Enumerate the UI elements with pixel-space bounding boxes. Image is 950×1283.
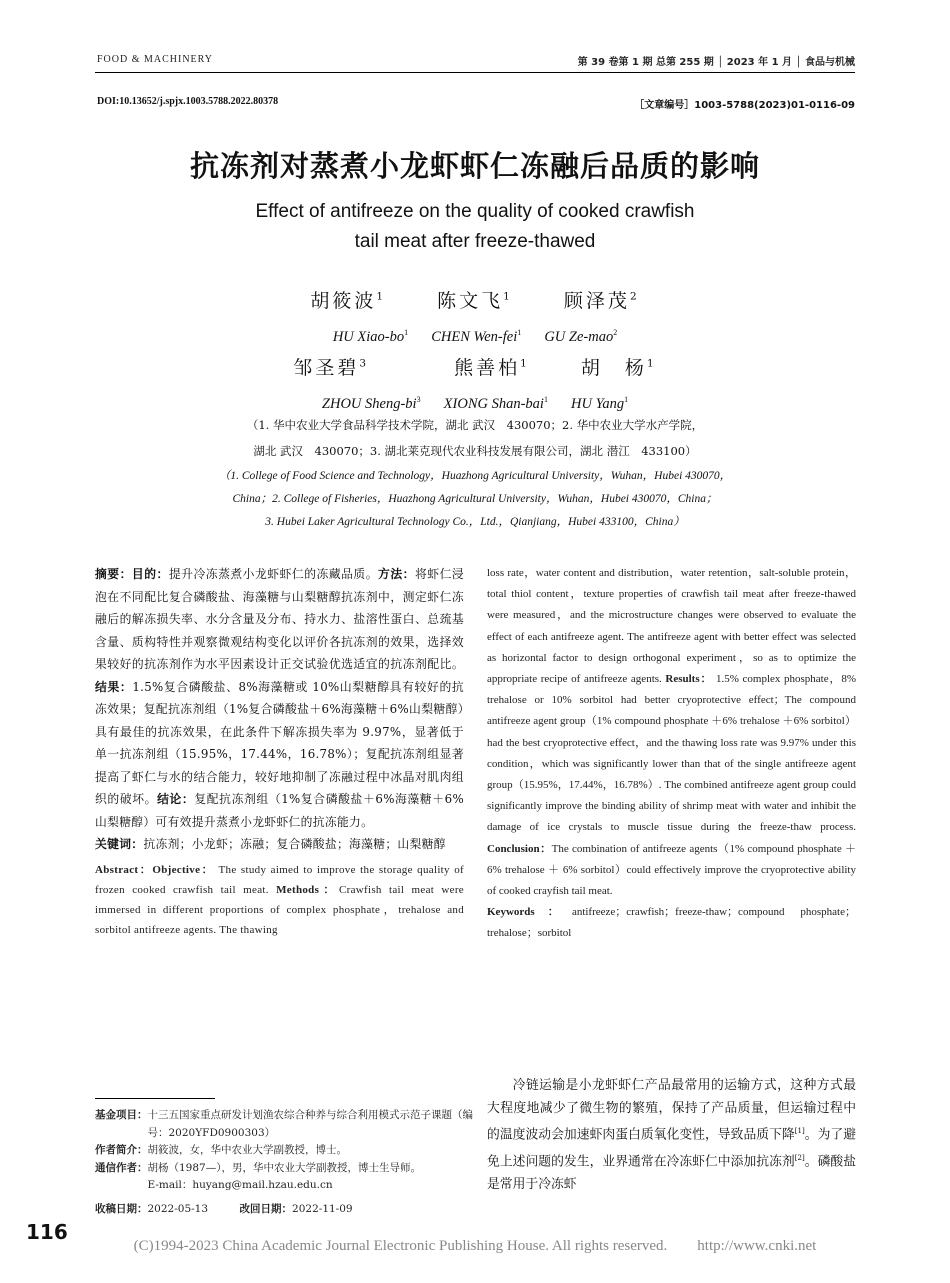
keywords-cn-text: 抗冻剂；小龙虾；冻融；复合磷酸盐；海藻糖；山梨糖醇 <box>143 837 446 851</box>
abstract-en-continued <box>487 563 856 902</box>
copyright-watermark: (C)1994-2023 China Academic Journal Electronic Publishing House. All rights reserved. http://www.cnki.net <box>133 1238 817 1254</box>
email: E-mail：huyang@mail.hzau.edu.cn <box>147 1179 333 1191</box>
author-cn: 顾泽茂$^2$ <box>563 290 640 312</box>
author-note-text: 胡筱波，女，华中农业大学副教授，博士。 <box>147 1144 347 1156</box>
results-en-text: 1.5% complex phosphate，8% trehalose or 10% sorbitol had better cryoprotective effect；The compound antifreeze agent group（1% compound phosphate ＋6% trehalose ＋6% sorbitol）had the best cryoprotective effect，and the thawing loss rate was 9.97% under this condition，which was significantly lower than that of the single antifreeze agent group（15.95%，17.44%，16.78%）. The combined antifreeze agent group could significantly improve the binding ability of shrimp meat with water and inhibit the damage of ice crystals to muscle tissue during the freeze-thaw process. <box>487 673 857 834</box>
corresponding-label: 通信作者： <box>95 1161 148 1174</box>
methods-text: 将虾仁浸泡在不同配比复合磷酸盐、海藻糖与山梨糖醇抗冻剂中，测定虾仁冻融后的解冻损失率、水分含量及分布、持水力、盐溶性蛋白、总巯基含量、质构特性并观察微观结构变化以评价各抗冻剂的效果，选择效果较好的抗冻剂作为水平因素设计正交试验优选适宜的抗冻剂配比。 <box>95 567 464 671</box>
body-text-part3: 。磷酸盐是常用于冷冻虾 <box>487 1154 857 1192</box>
page-number: 116 <box>26 1220 68 1244</box>
affiliation-en-line1: （1. College of Food Science and Technology，Huazhong Agricultural University，Wuhan，Hubei 430070， <box>218 470 732 482</box>
title-english <box>0 197 950 257</box>
abstract-cn <box>95 563 464 833</box>
conclusion-label: 结论： <box>157 792 195 806</box>
author-note-label: 作者简介： <box>95 1144 148 1156</box>
author-cn: 胡筱波$^1$ <box>310 290 387 312</box>
results-text: 1.5%复合磷酸盐、8%海藻糖或 10%山梨糖醇具有较好的抗冻效果；复配抗冻剂组（1%复合磷酸盐＋6%海藻糖＋6%山梨糖醇）具有最佳的抗冻效果，在此条件下解冻损失率为 9.97%，显著低于单一抗冻剂组（15.95%，17.44%，16.78%）；复配抗冻剂组显著提高了虾仁与水的结合能力，较好地抑制了冻融过程中冰晶对肌肉组织的破坏。 <box>95 679 464 806</box>
received-date: 2022-05-13 <box>147 1202 209 1215</box>
journal-name-en: FOOD & MACHINERY <box>97 54 214 65</box>
objective-en-label: Objective： <box>152 863 215 876</box>
affiliation-en-line3: 3. Hubei Laker Agricultural Technology Co.，Ltd.，Qianjiang，Hubei 433100，China） <box>265 516 685 528</box>
affiliation-en-line2: China；2. College of Fisheries，Huazhong Agricultural University，Wuhan，Hubei 430070，China； <box>232 493 718 505</box>
footnotes <box>95 1107 475 1218</box>
keywords-en-text: antifreeze；crawfish；freeze-thaw；compound phosphate；trehalose；sorbitol <box>487 906 856 940</box>
conclusion-text: 复配抗冻剂组（1%复合磷酸盐＋6%海藻糖＋6%山梨糖醇）可有效提升蒸煮小龙虾虾仁的抗冻能力。 <box>95 792 464 829</box>
methods-en-text-part1: Crawfish tail meat were immersed in different proportions of complex phosphate，trehalose and sorbitol antifreeze agents. The thawing <box>95 883 464 937</box>
author-cn: 熊善柏$^1$ <box>454 357 530 379</box>
author-en: CHEN Wen-fei$^1$ <box>431 328 522 345</box>
body-text-part1: 冷链运输是小龙虾虾仁产品最常用的运输方式，这种方式最大程度地减少了微生物的繁殖，保持了产品质量，但运输过程中的温度波动会加速虾肉蛋白质氧化变性，导致品质下降 <box>487 1078 856 1143</box>
keywords-cn <box>95 833 464 856</box>
author-en: ZHOU Sheng-$bi^3$ <box>321 395 421 412</box>
methods-en-text-part2: loss rate，water content and distribution，water retention，salt-soluble protein，total thiol content，texture properties of crawfish tail meat after freeze-thawed were measured，and the microstructure changes were observed to evaluate the effect of each antifreeze agent. The antifreeze agent with better effect was selected as horizontal factor to design orthogonal experiment，so as to optimize the appropriate recipe of antifreeze agents. <box>487 567 856 686</box>
received-label: 收稿日期： <box>95 1202 148 1215</box>
keywords-en-label: Keywords： <box>487 906 572 919</box>
authors-en-row1 <box>0 326 950 346</box>
conclusion-en-label: Conclusion： <box>487 842 552 855</box>
objective-en-text: The study aimed to improve the storage quality of frozen cooked crawfish tail meat. <box>95 863 465 896</box>
fund-label: 基金项目： <box>95 1109 148 1121</box>
abstract-en-label: Abstract： <box>95 863 153 876</box>
body-text-part2: 。为了避免上述问题的发生，业界通常在冷冻虾仁中添加抗冻剂 <box>487 1127 857 1170</box>
dates-note <box>95 1201 475 1219</box>
methods-label: 方法： <box>378 567 415 581</box>
objective-text: 提升冷冻蒸煮小龙虾虾仁的冻藏品质。 <box>168 567 379 581</box>
fund-note <box>95 1107 475 1142</box>
fund-text: 十三五国家重点研发计划渔农综合种养与综合利用模式示范子课题（编号：2020YFD0900303） <box>147 1109 473 1139</box>
keywords-cn-label: 关键词： <box>95 837 144 851</box>
author-cn: 陈文飞$^1$ <box>437 290 513 312</box>
methods-en-label: Methods： <box>276 883 339 896</box>
abstract-cn-label: 摘要： <box>95 567 132 581</box>
abstract-en-start <box>95 860 464 941</box>
author-cn: 胡 杨$^1$ <box>580 357 657 379</box>
affiliation-cn-line1: （1. 华中农业大学食品科学技术学院，湖北 武汉 430070；2. 华中农业大学水产学院， <box>246 418 704 432</box>
results-label: 结果： <box>95 679 133 694</box>
corresponding-note <box>95 1160 475 1178</box>
footnote-rule <box>95 1098 215 1099</box>
citation-ref[interactable]: [2] <box>794 1152 805 1162</box>
author-en: XIONG Shan-bai$^1$ <box>443 395 548 412</box>
results-en-label: Results： <box>665 673 713 686</box>
affiliation-cn-line2: 湖北 武汉 430070；3. 湖北莱克现代农业科技发展有限公司，湖北 潜江 433100） <box>253 444 697 458</box>
objective-label: 目的： <box>131 567 169 581</box>
corresponding-text: 胡杨（1987—），男，华中农业大学副教授，博士生导师。 <box>147 1161 421 1174</box>
author-cn: 邹圣碧$^3$ <box>293 357 370 379</box>
citation-ref[interactable]: [1] <box>794 1126 805 1135</box>
author-en: HU Yang$^1$ <box>571 395 629 412</box>
abstract-left-column <box>95 563 464 941</box>
keywords-en <box>487 902 856 944</box>
conclusion-en-text: The combination of antifreeze agents（1% compound phosphate ＋ 6% trehalose ＋ 6% sorbitol）could effectively improve the cryoprotective ability of cooked crayfish tail meat. <box>487 842 856 898</box>
author-en: GU Ze-mao$^2$ <box>544 328 618 345</box>
revised-label: 改回日期： <box>239 1202 293 1215</box>
abstract-right-column <box>487 563 856 945</box>
title-english-line2: tail meat after freeze-thawed <box>354 231 596 252</box>
revised-date: 2022-11-09 <box>292 1202 353 1215</box>
body-paragraph <box>487 1075 856 1196</box>
author-en: HU Xiao-$bo^1$ <box>332 328 409 345</box>
doi: DOI:10.13652/j.spjx.1003.5788.2022.80378 <box>97 96 279 107</box>
issue-info: 第 39 卷第 1 期 总第 255 期 │ 2023 年 1 月 │ 食品与机械 <box>577 57 855 68</box>
article-number: ［文章编号］1003-5788(2023)01-0116-09 <box>634 100 855 111</box>
authors-cn-row1 <box>0 286 950 313</box>
authors-cn-row2 <box>0 353 950 380</box>
authors-en-row2 <box>0 393 950 413</box>
title-chinese: 抗冻剂对蒸煮小龙虾虾仁冻融后品质的影响 <box>189 149 760 183</box>
header-rule <box>95 72 855 73</box>
title-english-line1: Effect of antifreeze on the quality of cooked crawfish <box>255 201 695 222</box>
author-note <box>95 1142 475 1160</box>
